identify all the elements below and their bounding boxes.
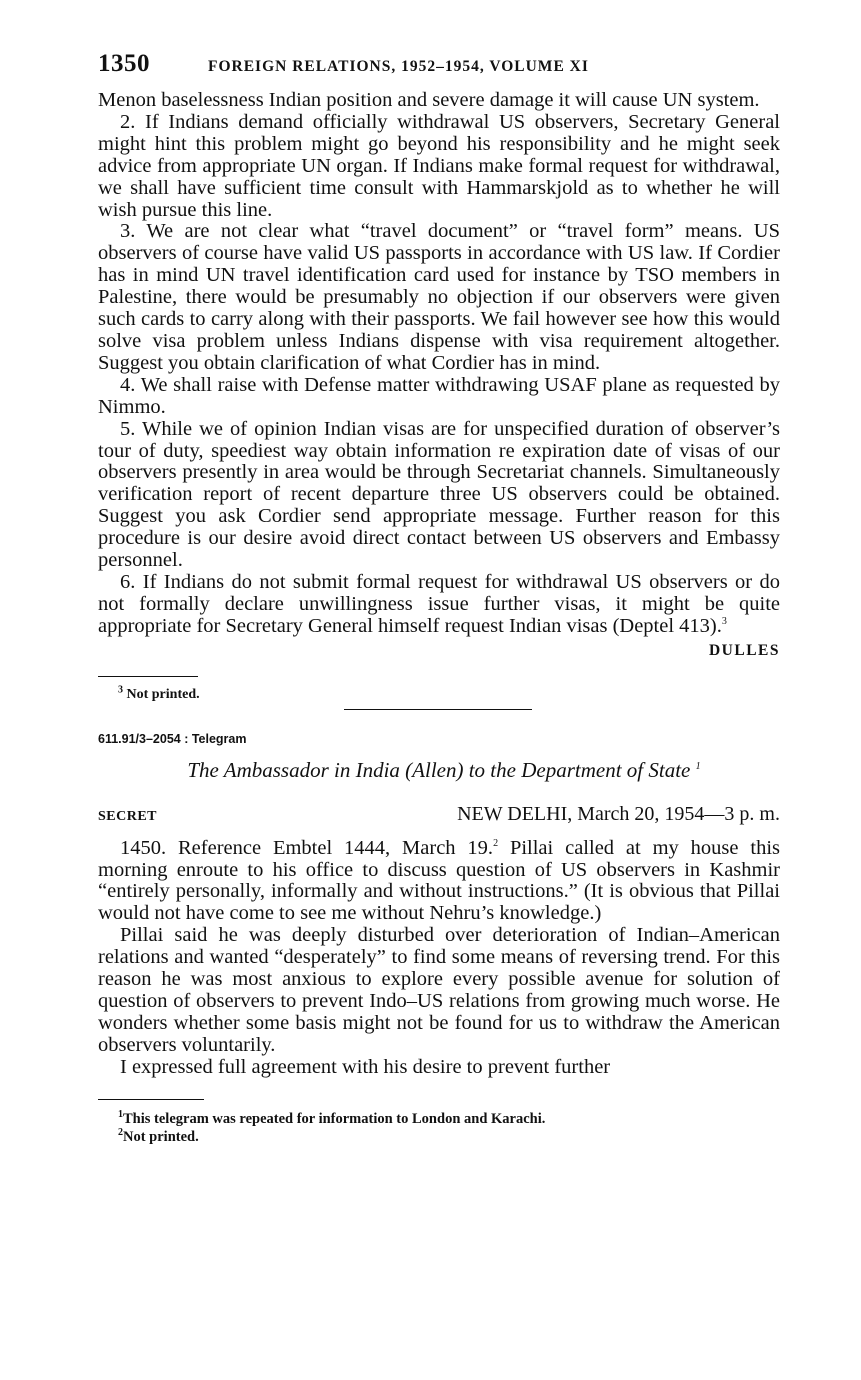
page-number: 1350 [98,50,150,77]
dateline-row [98,803,780,826]
document-heading-text: The Ambassador in India (Allen) to the Department of State [187,757,691,782]
bottom-footnote-2 [98,1128,780,1146]
telegram-paragraph-1 [98,838,780,926]
bottom-footnote-2-text: Not printed. [123,1128,199,1145]
telegram-paragraph-2: Pillai said he was deeply disturbed over deterioration of Indian–American relations and wanted “desperately” to find some means of reversing trend. For this reason he was most anxious to explore every possible avenue for solution of question of observers to prevent Indo–US relations from growing much worse. He wonders whether some basis might not be found for us to withdraw the American observers voluntarily. [98,924,780,1056]
footnote-text: Not printed. [126,686,200,702]
second-document-body [98,838,780,1079]
document-id: 611.91/3–2054 : Telegram [98,731,247,746]
paragraph-6 [98,572,780,638]
bottom-footnotes [98,1099,780,1146]
bottom-footnote-1-marker: 1 [118,1108,123,1120]
running-title: FOREIGN RELATIONS, 1952–1954, VOLUME XI [208,58,589,75]
document-page [98,50,780,1146]
running-head [98,50,780,90]
first-document-body [98,90,780,638]
footnote-rule [98,676,198,677]
signature: DULLES [708,641,780,659]
footnote-ref-3: 3 [721,615,727,627]
telegram-paragraph-3: I expressed full agreement with his desire to prevent further [120,1055,611,1078]
heading-footnote-ref: 1 [695,760,701,772]
dateline: NEW DELHI, March 20, 1954—3 p. m. [457,802,780,825]
bottom-footnote-1-text: This telegram was repeated for information to London and Karachi. [123,1110,546,1127]
classification: SECRET [98,808,158,824]
bottom-footnote-1 [98,1110,780,1128]
telegram-paragraph-1-start: 1450. Reference Embtel 1444, March 19. [120,836,494,859]
section-divider [344,709,532,710]
paragraph-2: 2. If Indians demand officially withdrawal US observers, Secretary General might hint this problem might go beyond his responsibility and he might seek advice from appropriate UN organ. If Indians make formal request for withdrawal, we shall have sufficient time consult with Hammarskjold as to whether he will wish pursue this line. [98,110,780,221]
document-heading [98,758,780,783]
bottom-footnote-2-marker: 2 [118,1126,123,1138]
footnote-ref-2: 2 [493,837,499,849]
telegram-paragraph-1-rest: Pillai called at my house this morning enroute to his office to discuss question of US observers in Kashmir “entirely personally, informally and without instructions.” (It is obvious that Pillai would not have come to see me without Nehru’s knowledge.) [98,836,781,925]
paragraph-3: 3. We are not clear what “travel document” or “travel form” means. US observers of course have valid US passports in accordance with US law. If Cordier has in mind UN travel identification card used for instance by TSO members in Palestine, there would be presumably no objection if our observers were given such cards to carry along with their passports. We fail however see how this would solve visa problem unless Indians dispense with visa requirement altogether. Suggest you obtain clarification of what Cordier has in mind. [98,220,780,374]
paragraph-6-text: 6. If Indians do not submit formal request for withdrawal US observers or do not formally declare unwillingness issue further visas, it might be quite appropriate for Secretary General himself request Indian visas (Deptel 413). [98,570,780,637]
paragraph-1: Menon baselessness Indian position and severe damage it will cause UN system. [98,89,760,111]
bottom-footnote-rule [98,1099,204,1100]
paragraph-5: 5. While we of opinion Indian visas are for unspecified duration of observer’s tour of duty, speediest way obtain information re expiration date of visas of our observers presently in area would be through Secretariat channels. Simultaneously verification report of recent departure three US observers could be obtained. Suggest you ask Cordier send appropriate message. Further reason for this procedure is our desire avoid direct contact between US observers and Embassy personnel. [98,417,780,572]
paragraph-4: 4. We shall raise with Defense matter withdrawing USAF plane as requested by Nimmo. [98,373,780,418]
footnote-marker: 3 [118,684,123,695]
footnote-3 [98,684,780,703]
